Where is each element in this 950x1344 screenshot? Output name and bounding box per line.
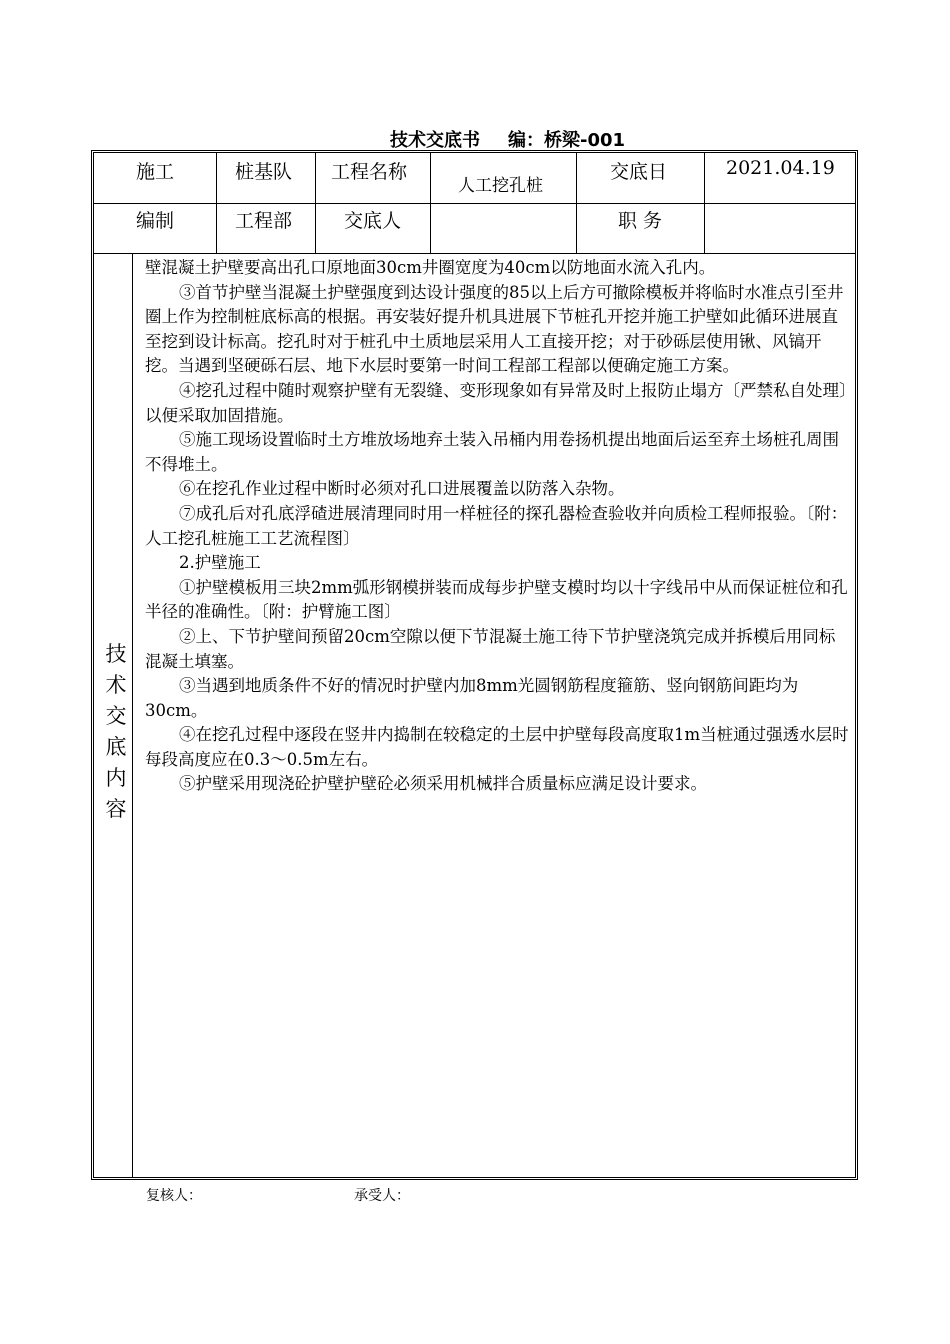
content-paragraph: ⑥在挖孔作业过程中断时必须对孔口进展覆盖以防落入杂物。 [179,479,625,499]
content-paragraph: 壁混凝土护壁要高出孔口原地面30cm井圈宽度为40cm以防地面水流入孔内。 [145,258,716,277]
content-paragraph: ⑤施工现场设置临时土方堆放场地弃土装入吊桶内用卷扬机提出地面后运至弃土场桩孔周围不得堆土。 [145,430,839,474]
column-divider [315,153,316,253]
content-paragraph: ②上、下节护壁间预留20cm空隙以便下节混凝土施工待下节护壁浇筑完成并拆模后用同标混凝土填塞。 [145,626,836,671]
label-disclosure-date: 交底日 [610,161,668,183]
disclosure-table [91,150,858,1180]
content-paragraph: ④挖孔过程中随时观察护壁有无裂缝、变形现象如有异常及时上报防止塌方〔严禁私自处理〕以便采取加固措施。 [145,380,848,425]
reviewer-label: 复核人： [146,1188,202,1204]
label-construction: 施工 [136,161,175,183]
technical-content-label: 技 术 交 底 内 容 [105,642,127,821]
column-divider [430,153,431,253]
value-engineering-dept: 工程部 [235,210,293,232]
content-paragraph: ①护壁模板用三块2mm弧形钢模拼装而成每步护壁支模时均以十字线吊中从而保证桩位和孔半径的准确性。〔附：护臂施工图〕 [145,577,848,622]
title-main: 技术交底书 [390,130,480,151]
row-divider [94,253,855,254]
receiver-label: 承受人： [354,1188,410,1204]
content-paragraph: ④在挖孔过程中逐段在竖井内捣制在较稳定的土层中护壁每段高度取1m当桩通过强透水层时每段高度应在0.3～0.5m左右。 [145,725,849,769]
section-heading: 2.护壁施工 [179,553,261,573]
value-disclosure-date: 2021.04.19 [726,157,835,179]
content-paragraph: ⑦成孔后对孔底浮碴进展清理同时用一样桩径的探孔器检查验收并向质检工程师报验。〔附：人工挖孔桩施工工艺流程图〕 [145,503,848,548]
label-discloser: 交底人 [344,210,402,232]
label-position: 职 务 [618,210,663,232]
technical-content [145,256,851,797]
content-column-divider [132,253,133,1177]
document-code: 编：桥梁-001 [508,130,626,151]
value-construction-team: 桩基队 [235,161,293,183]
label-project-name: 工程名称 [331,161,408,183]
value-project-name: 人工挖孔桩 [458,176,543,196]
row-divider [94,203,855,204]
document-title [390,126,625,152]
column-divider [576,153,577,253]
content-paragraph: ③首节护壁当混凝土护壁强度到达设计强度的85以上后方可撤除模板并将临时水准点引至井圈上作为控制桩底标高的根据。再安装好提升机具进展下节桩孔开挖并施工护壁如此循环进展直至挖到设计标高。挖孔时对于桩孔中土质地层采用人工直接开挖；对于砂砾层使用锹、风镐开挖。当遇到坚硬砾石层、地下水层时要第一时间工程部工程部以便确定施工方案。 [145,282,844,376]
content-paragraph: ⑤护壁采用现浇砼护壁护壁砼必须采用机械拌合质量标应满足设计要求。 [179,774,707,794]
column-divider [216,153,217,253]
label-prepared-by: 编制 [136,210,175,232]
column-divider [704,153,705,253]
content-paragraph: ③当遇到地质条件不好的情况时护壁内加8mm光圆钢筋程度箍筋、竖向钢筋间距均为30cm。 [145,676,799,720]
